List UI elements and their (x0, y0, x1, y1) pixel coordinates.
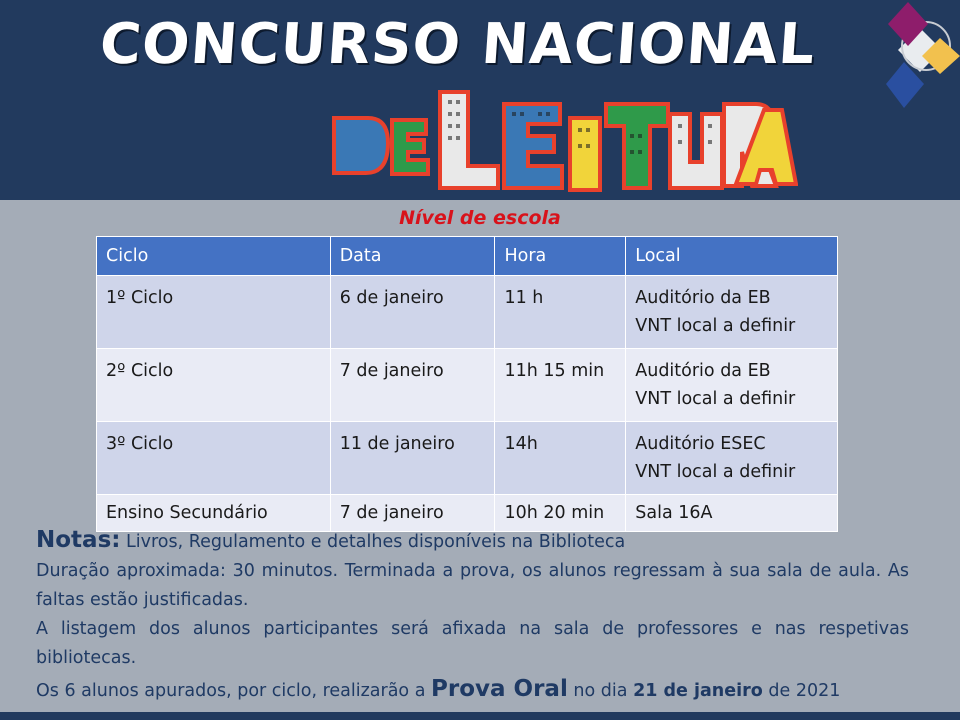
table-row (97, 422, 838, 495)
cell-local-line1: Sala 16A (635, 503, 713, 523)
notes-final-text-c: no dia (573, 681, 628, 701)
notes-final-text-a: Os 6 alunos apurados, por ciclo, realizarão a (36, 681, 426, 701)
cell-ciclo: Ensino Secundário (97, 495, 331, 532)
cell-ciclo: 3º Ciclo (97, 422, 331, 495)
footer-bar (0, 712, 960, 720)
cell-local-line2: VNT local a definir (635, 316, 796, 336)
notes-line-2: Duração aproximada: 30 minutos. Terminada a prova, os alunos regressam à sua sala de aula. As faltas estão justificadas. (36, 561, 909, 610)
cell-hora: 10h 20 min (495, 495, 626, 532)
notes-label: Notas: (36, 527, 121, 553)
cell-hora: 11 h (495, 276, 626, 349)
cell-local (626, 276, 838, 349)
cell-data: 7 de janeiro (330, 495, 495, 532)
cell-local-line1: Auditório ESEC (635, 434, 766, 454)
notes-line-4 (36, 675, 909, 706)
cell-ciclo: 1º Ciclo (97, 276, 331, 349)
title-concurso-nacional: CONCURSO NACIONAL (97, 12, 818, 77)
cell-hora: 11h 15 min (495, 349, 626, 422)
school-logo (880, 0, 960, 115)
cell-local-line2: VNT local a definir (635, 462, 796, 482)
cell-data: 11 de janeiro (330, 422, 495, 495)
cell-hora: 14h (495, 422, 626, 495)
prova-oral-text: Prova Oral (431, 676, 568, 702)
column-header-data: Data (330, 237, 495, 276)
subtitle-nivel-de-escola: Nível de escola (399, 207, 561, 229)
cell-local-line1: Auditório da EB (635, 288, 771, 308)
cell-local-line1: Auditório da EB (635, 361, 771, 381)
cell-local-line2: VNT local a definir (635, 389, 796, 409)
notes-final-text-e: de 2021 (768, 681, 841, 701)
notes-books-text: Livros, Regulamento e detalhes disponíveis na Biblioteca (126, 532, 626, 552)
notes-line-3: A listagem dos alunos participantes será afixada na sala de professores e nas respetivas bibliotecas. (36, 619, 909, 668)
title-de-leitura-logo (328, 88, 798, 196)
header-banner (0, 0, 960, 200)
column-header-ciclo: Ciclo (97, 237, 331, 276)
column-header-local: Local (626, 237, 838, 276)
cell-ciclo: 2º Ciclo (97, 349, 331, 422)
cell-data: 6 de janeiro (330, 276, 495, 349)
table-row (97, 349, 838, 422)
notes-line-1 (36, 526, 909, 557)
cell-local (626, 349, 838, 422)
schedule-table (96, 236, 838, 532)
cell-data: 7 de janeiro (330, 349, 495, 422)
oral-exam-date: 21 de janeiro (633, 681, 763, 701)
table-header-row (97, 237, 838, 276)
table-row (97, 276, 838, 349)
column-header-hora: Hora (495, 237, 626, 276)
cell-local (626, 422, 838, 495)
notes-section (36, 526, 909, 706)
